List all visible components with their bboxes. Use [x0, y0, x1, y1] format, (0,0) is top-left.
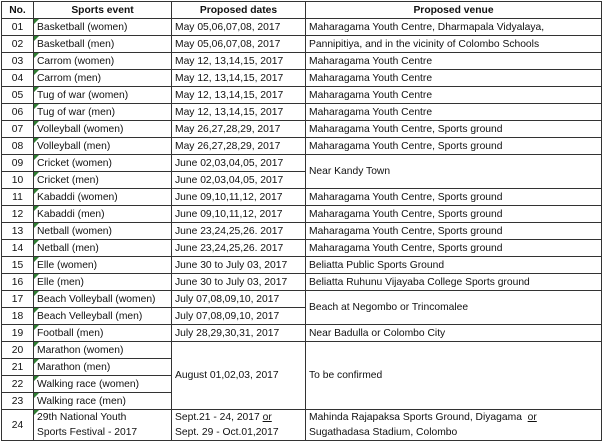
- table-row: [2, 104, 602, 121]
- row-number: 03: [2, 53, 34, 70]
- proposed-venue-cell: Maharagama Youth Centre, Sports ground: [306, 206, 602, 223]
- row-number: 05: [2, 87, 34, 104]
- proposed-dates-cell: May 26,27,28,29, 2017: [172, 138, 306, 155]
- proposed-dates-cell: May 05,06,07,08, 2017: [172, 19, 306, 36]
- sports-event-cell: Carrom (men): [34, 70, 172, 87]
- proposed-venue-cell: Near Badulla or Colombo City: [306, 325, 602, 342]
- proposed-dates-cell: June 30 to July 03, 2017: [172, 257, 306, 274]
- row-number: 06: [2, 104, 34, 121]
- proposed-dates-cell: June 09,10,11,12, 2017: [172, 206, 306, 223]
- row-number: 04: [2, 70, 34, 87]
- row-number: 01: [2, 19, 34, 36]
- row-number: 07: [2, 121, 34, 138]
- table-row: [2, 138, 602, 155]
- table-row: [2, 70, 602, 87]
- proposed-venue-cell: Maharagama Youth Centre, Sports ground: [306, 223, 602, 240]
- row-number: 21: [2, 359, 34, 376]
- sports-event-cell: Elle (men): [34, 274, 172, 291]
- row-number: 02: [2, 36, 34, 53]
- proposed-venue-cell: To be confirmed: [306, 342, 602, 410]
- proposed-dates-cell: May 12, 13,14,15, 2017: [172, 70, 306, 87]
- dates-or: or: [262, 412, 272, 423]
- proposed-dates-cell: May 12, 13,14,15, 2017: [172, 53, 306, 70]
- row-number: 10: [2, 172, 34, 189]
- proposed-venue-cell: Maharagama Youth Centre, Dharmapala Vidyalaya,: [306, 19, 602, 36]
- dates-line-1: [175, 410, 302, 425]
- proposed-venue-cell: Maharagama Youth Centre, Sports ground: [306, 189, 602, 206]
- sports-event-cell: Netball (women): [34, 223, 172, 240]
- dates-option-1: Sept.21 - 24, 2017: [175, 412, 260, 423]
- proposed-venue-cell: Beach at Negombo or Trincomalee: [306, 291, 602, 325]
- sports-event-cell: Volleyball (women): [34, 121, 172, 138]
- table-row: [2, 206, 602, 223]
- sports-event-cell: Beach Volleyball (women): [34, 291, 172, 308]
- table-row: [2, 19, 602, 36]
- sports-event-cell: Marathon (men): [34, 359, 172, 376]
- sports-event-cell: Tug of war (men): [34, 104, 172, 121]
- proposed-dates-cell: June 23,24,25,26. 2017: [172, 240, 306, 257]
- row-number: 24: [2, 410, 34, 441]
- sports-event-cell: Basketball (men): [34, 36, 172, 53]
- proposed-venue-cell: Maharagama Youth Centre, Sports ground: [306, 121, 602, 138]
- sports-event-cell: Kabaddi (women): [34, 189, 172, 206]
- sports-schedule-table: [1, 1, 602, 441]
- proposed-dates-cell: May 12, 13,14,15, 2017: [172, 104, 306, 121]
- proposed-venue-cell: Maharagama Youth Centre, Sports ground: [306, 138, 602, 155]
- table-row: [2, 223, 602, 240]
- row-number: 22: [2, 376, 34, 393]
- sports-event-cell: Cricket (men): [34, 172, 172, 189]
- proposed-dates-cell: July 07,08,09,10, 2017: [172, 308, 306, 325]
- sports-event-cell: Beach Velleyball (men): [34, 308, 172, 325]
- proposed-venue-cell: [306, 410, 602, 441]
- table-row: [2, 189, 602, 206]
- proposed-dates-cell: August 01,02,03, 2017: [172, 342, 306, 410]
- table-row: [2, 325, 602, 342]
- table-row: [2, 342, 602, 359]
- sports-event-cell: Marathon (women): [34, 342, 172, 359]
- row-number: 19: [2, 325, 34, 342]
- sports-event-cell: Netball (men): [34, 240, 172, 257]
- proposed-dates-cell: June 09,10,11,12, 2017: [172, 189, 306, 206]
- table-row: [2, 274, 602, 291]
- row-number: 14: [2, 240, 34, 257]
- event-line-2: Sports Festival - 2017: [37, 427, 138, 438]
- row-number: 12: [2, 206, 34, 223]
- venue-line-1: [309, 410, 598, 425]
- header-proposed-dates: Proposed dates: [172, 2, 306, 19]
- proposed-venue-cell: Pannipitiya, and in the vicinity of Colombo Schools: [306, 36, 602, 53]
- proposed-dates-cell: May 12, 13,14,15, 2017: [172, 87, 306, 104]
- proposed-dates-cell: May 26,27,28,29, 2017: [172, 121, 306, 138]
- table-row: [2, 121, 602, 138]
- proposed-dates-cell: June 23,24,25,26. 2017: [172, 223, 306, 240]
- row-number: 15: [2, 257, 34, 274]
- table-row: [2, 410, 602, 441]
- proposed-venue-cell: Maharagama Youth Centre: [306, 104, 602, 121]
- sports-event-cell: Carrom (women): [34, 53, 172, 70]
- header-sports-event: Sports event: [34, 2, 172, 19]
- row-number: 20: [2, 342, 34, 359]
- proposed-venue-cell: Beliatta Public Sports Ground: [306, 257, 602, 274]
- header-row: [2, 2, 602, 19]
- row-number: 08: [2, 138, 34, 155]
- table-row: [2, 36, 602, 53]
- row-number: 09: [2, 155, 34, 172]
- sports-event-cell: Football (men): [34, 325, 172, 342]
- table-row: [2, 257, 602, 274]
- proposed-venue-cell: Maharagama Youth Centre: [306, 87, 602, 104]
- table-row: [2, 240, 602, 257]
- proposed-venue-cell: Maharagama Youth Centre: [306, 70, 602, 87]
- header-proposed-venue: Proposed venue: [306, 2, 602, 19]
- sports-event-cell: Volleyball (men): [34, 138, 172, 155]
- row-number: 11: [2, 189, 34, 206]
- proposed-venue-cell: Maharagama Youth Centre: [306, 53, 602, 70]
- proposed-venue-cell: Beliatta Ruhunu Vijayaba College Sports ground: [306, 274, 602, 291]
- table-row: [2, 53, 602, 70]
- row-number: 13: [2, 223, 34, 240]
- event-line-1: 29th National Youth: [37, 412, 127, 423]
- sports-event-cell: Cricket (women): [34, 155, 172, 172]
- row-number: 16: [2, 274, 34, 291]
- proposed-dates-cell: June 02,03,04,05, 2017: [172, 155, 306, 172]
- sports-event-cell: Walking race (women): [34, 376, 172, 393]
- table-row: [2, 155, 602, 172]
- sports-event-cell: [34, 410, 172, 441]
- proposed-dates-cell: July 07,08,09,10, 2017: [172, 291, 306, 308]
- sports-event-cell: Basketball (women): [34, 19, 172, 36]
- proposed-dates-cell: May 05,06,07,08, 2017: [172, 36, 306, 53]
- dates-line-2: Sept. 29 - Oct.01,2017: [175, 427, 279, 438]
- row-number: 17: [2, 291, 34, 308]
- row-number: 23: [2, 393, 34, 410]
- proposed-dates-cell: July 28,29,30,31, 2017: [172, 325, 306, 342]
- venue-option-1: Mahinda Rajapaksa Sports Ground, Diyagama: [309, 412, 522, 423]
- proposed-dates-cell: June 30 to July 03, 2017: [172, 274, 306, 291]
- table-row: [2, 291, 602, 308]
- proposed-venue-cell: Near Kandy Town: [306, 155, 602, 189]
- proposed-venue-cell: Maharagama Youth Centre, Sports ground: [306, 240, 602, 257]
- venue-or: or: [527, 412, 537, 423]
- header-no: No.: [2, 2, 34, 19]
- table-row: [2, 87, 602, 104]
- sports-event-cell: Walking race (men): [34, 393, 172, 410]
- proposed-dates-cell: June 02,03,04,05, 2017: [172, 172, 306, 189]
- row-number: 18: [2, 308, 34, 325]
- sports-event-cell: Kabaddi (men): [34, 206, 172, 223]
- sports-event-cell: Tug of war (women): [34, 87, 172, 104]
- proposed-dates-cell: [172, 410, 306, 441]
- sports-event-cell: Elle (women): [34, 257, 172, 274]
- venue-line-2: Sugathadasa Stadium, Colombo: [309, 427, 458, 438]
